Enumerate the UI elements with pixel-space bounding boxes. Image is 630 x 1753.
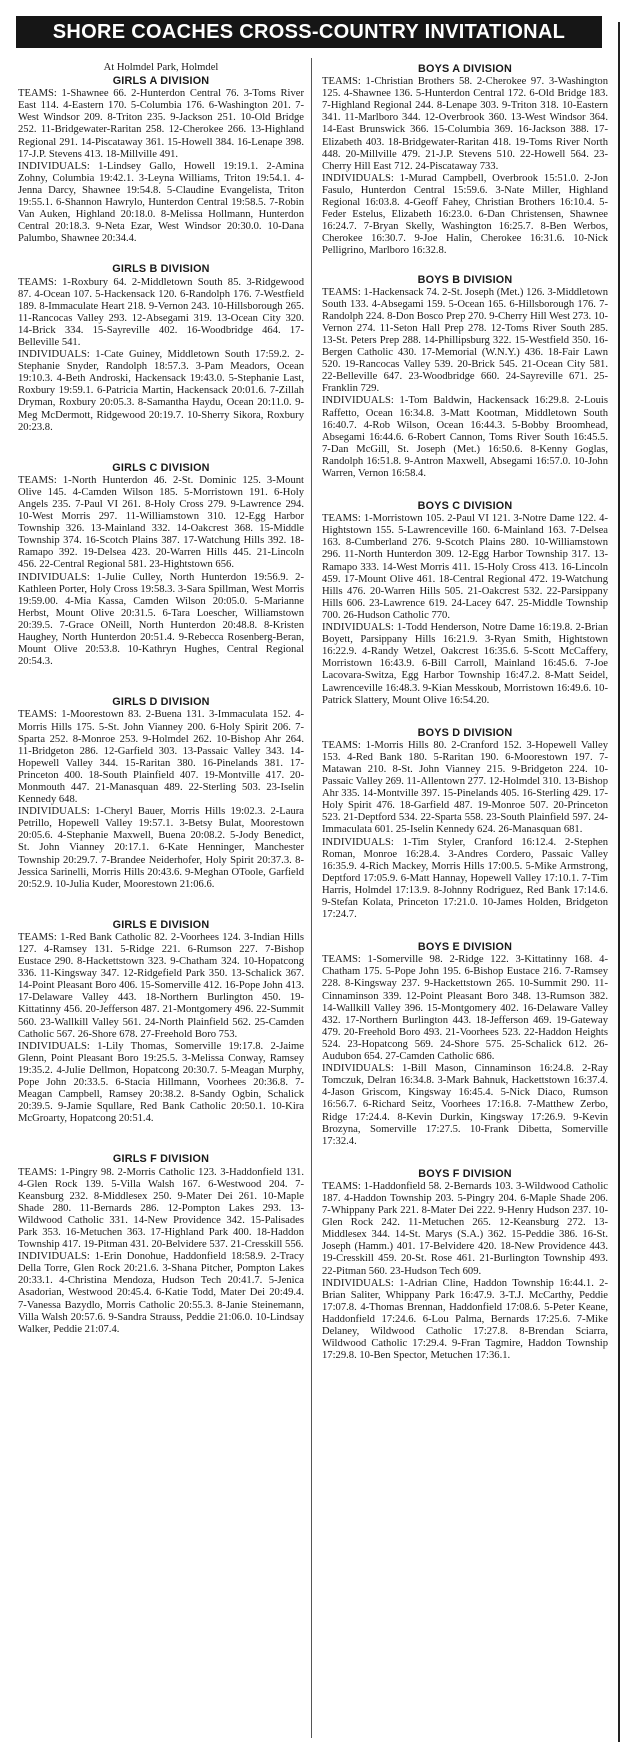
team-results: TEAMS: 1-Moorestown 83. 2-Buena 131. 3-Immaculata 152. 4-Morris Hills 175. 5-St. John Vianney 200. 6-Holy Spirit 206. 7-Sparta 252. 8-Monroe 253. 9-Holmdel 262. 10-Bishop Ahr 264. 11-Bridgeton 286. 12-Garfield 303. 13-Passaic Valley 343. 14-Hopewell Valley 344. 15-Raritan 380. 16-Pinelands 381. 17-Princeton 400. 18-South Plainfield 407. 19-Montville 417. 20-Monmouth 447. 21-Manasquan 489. 22-Sterling 503. 23-Iselin Kennedy 648. [18, 709, 304, 806]
division-heading: BOYS E DIVISION [417, 941, 513, 954]
division-section [18, 263, 304, 433]
team-results: TEAMS: 1-Pingry 98. 2-Morris Catholic 123. 3-Haddonfield 131. 4-Glen Rock 139. 5-Villa Walsh 167. 6-Westwood 204. 7-Keansburg 232. 8-Middlesex 250. 9-Mater Dei 261. 10-Maple Shade 280. 11-Bernards 286. 12-Pompton Lakes 293. 13-Wildwood Catholic 331. 14-New Providence 342. 15-Palisades Park 353. 16-Metuchen 363. 17-Highland Park 400. 18-Haddon Township 417. 19-Pitman 431. 20-Belvidere 537. 21-Cresskill 556. [18, 1166, 304, 1251]
division-section [18, 919, 304, 1126]
division-section [322, 1168, 608, 1363]
individual-results: INDIVIDUALS: 1-Murad Campbell, Overbrook 15:51.0. 2-Jon Fasulo, Hunterdon Central 15:59.6. 3-Nate Miller, Highland Regional 16:03.8. 4-Geoff Fahey, Christian Brothers 16:10.4. 5-Feder Estelus, Elizabeth 16:23.0. 6-Dan Christensen, Shawnee 16:24.7. 7-Bryan Skelly, Washington 16:25.7. 8-Ben Werbos, Cherokee 16:30.7. 9-Joe Halin, Cherokee 16:31.6. 10-Nick Pelligrino, Marlboro 16:32.8. [322, 172, 608, 257]
division-heading: GIRLS B DIVISION [112, 263, 210, 276]
team-results: TEAMS: 1-Haddonfield 58. 2-Bernards 103. 3-Wildwood Catholic 187. 4-Haddon Township 203. 5-Pingry 204. 6-Maple Shade 206. 7-Whippany Park 221. 8-Mater Dei 222. 9-Henry Hudson 237. 10-Glen Rock 242. 11-Metuchen 265. 12-Keansburg 272. 13-Middlesex 344. 14-St. Marys (S.A.) 362. 15-Peddie 386. 16-St. Joseph (Hamm.) 401. 17-Belvidere 420. 18-New Providence 443. 19-Cresskill 459. 20-St. Rose 461. 21-Burlington Township 493. 22-Pitman 560. 23-Hudson Tech 609. [322, 1180, 608, 1277]
individual-results: INDIVIDUALS: 1-Tom Baldwin, Hackensack 16:29.8. 2-Louis Raffetto, Ocean 16:34.8. 3-Matt Kootman, Middletown South 16:40.7. 4-Rob Wilson, Ocean 16:44.3. 5-Bobby Broomhead, Absegami 16:44.6. 6-Robert Cannon, Toms River South 16:45.5. 7-Dan McGill, St. Joseph (Met.) 16:50.6. 8-Kenny Goglas, Randolph 16:51.8. 9-Antron Maxwell, Absegami 16:57.0. 10-John Warren, Vernon 16:58.4. [322, 395, 608, 479]
division-heading: GIRLS C DIVISION [112, 461, 210, 474]
division-heading: GIRLS F DIVISION [112, 1153, 210, 1166]
division-section [18, 1153, 304, 1335]
column-divider [311, 58, 312, 1738]
individual-results: INDIVIDUALS: 1-Adrian Cline, Haddon Township 16:44.1. 2-Brian Saliter, Whippany Park 16:47.9. 3-T.J. McCarthy, Peddie 17:07.8. 4-Thomas Brennan, Haddonfield 17:08.6. 5-Peter Keane, Haddonfield 17:24.6. 6-Lou Palma, Bernards 17:25.6. 7-Mike Delaney, Wildwood Catholic 17:27.8. 8-Brendan Sciarra, Wildwood Catholic 17:29.4. 9-Fran Tagmire, Haddon Township 17:29.8. 10-Ben Spector, Metuchen 17:36.1. [322, 1277, 608, 1362]
individual-results: INDIVIDUALS: 1-Erin Donohue, Haddonfield 18:58.9. 2-Tracy Della Torre, Glen Rock 20:21.6. 3-Shana Pitcher, Pompton Lakes 20:33.1. 4-Christina Mendoza, Hudson Tech 20:41.7. 5-Jenica Asadorian, Westwood 20:45.4. 6-Katie Todd, Mater Dei 20:49.4. 7-Vanessa Bazydlo, Morris Catholic 20:55.3. 8-Janie Steinemann, Villa Walsh 20:57.6. 9-Sandra Strauss, Peddie 21:06.0. 10-Lindsay Walker, Peddie 21:07.4. [18, 1251, 304, 1335]
team-results: TEAMS: 1-Hackensack 74. 2-St. Joseph (Met.) 126. 3-Middletown South 133. 4-Absegami 159. 5-Ocean 165. 6-Hillsborough 176. 7-Randolph 224. 8-Don Bosco Prep 270. 9-Cherry Hill West 273. 10-Vernon 274. 11-Seton Hall Prep 278. 12-Toms River South 285. 13-St. Peters Prep 288. 14-Phillipsburg 322. 15-Westfield 350. 16-Bergen Catholic 430. 17-Memorial (W.N.Y.) 436. 18-Fair Lawn 520. 19-Rancocas Valley 539. 20-Brick 545. 21-Ocean City 581. 22-Belleville 647. 23-Woodbridge 660. 24-Sayreville 671. 25-Franklin 729. [322, 286, 608, 395]
division-section [322, 63, 608, 258]
division-section [18, 696, 304, 891]
division-section [322, 941, 608, 1148]
division-section [322, 274, 608, 481]
team-results: TEAMS: 1-Somerville 98. 2-Ridge 122. 3-Kittatinny 168. 4-Chatham 175. 5-Pope John 195. 6-Bishop Eustace 216. 7-Ramsey 228. 8-Kingsway 237. 9-Hackettstown 265. 10-Summit 290. 11-Cinnaminson 339. 12-Point Pleasant Boro 348. 13-Rumson 382. 14-Wallkill Valley 396. 15-Montgomery 402. 16-Delaware Valley 432. 17-Northern Burlington 443. 18-Jefferson 469. 19-Gateway 479. 20-Freehold Boro 493. 21-Voorhees 523. 22-Haddon Heights 524. 23-Hopatcong 569. 24-Shore 575. 25-Schalick 612. 26-Audubon 654. 27-Camden Catholic 686. [322, 954, 608, 1063]
division-heading: BOYS D DIVISION [417, 726, 513, 739]
page-title: SHORE COACHES CROSS-COUNTRY INVITATIONAL [16, 16, 602, 48]
meet-location: At Holmdel Park, Holmdel [103, 62, 219, 73]
individual-results: INDIVIDUALS: 1-Julie Culley, North Hunterdon 19:56.9. 2-Kathleen Porter, Holy Cross 19:58.3. 3-Sara Spillman, West Morris 19:59.00. 4-Mia Kassa, Camden Wilson 20:05.0. 5-Marianne Herbst, Mount Olive 20:31.5. 6-Tara Loescher, Williamstown 20:39.5. 7-Grace ONeill, North Hunterdon 20:48.8. 8-Kristen Haughey, North Hunterdon 20:51.4. 9-Rebecca Rosenberg-Beran, Mount Olive 20:53.8. 10-Kathryn Hughes, Central Regional 20:54.3. [18, 571, 304, 668]
individual-results: INDIVIDUALS: 1-Lindsey Gallo, Howell 19:19.1. 2-Amina Zohny, Columbia 19:42.1. 3-Leyna Williams, Triton 19:54.1. 4-Jenna Darcy, Shawnee 19:54.8. 5-Claudine Evangelista, Triton 19:55.1. 6-Shannon Hawrylo, Hunterdon Central 19:58.5. 7-Robin Van Auken, Highland 20:18.0. 8-Melissa Hollmann, Hunterdon Central 20:18.3. 9-Neta Ezar, West Windsor 20:30.0. 10-Dana Palumbo, Shawnee 20:34.4. [18, 160, 304, 245]
team-results: TEAMS: 1-Red Bank Catholic 82. 2-Voorhees 124. 3-Indian Hills 127. 4-Ramsey 131. 5-Ridge 221. 6-Rumson 227. 7-Bishop Eustace 290. 8-Hackettstown 323. 9-Chatham 324. 10-Hopatcong 336. 11-Kingsway 347. 12-Ridgefield Park 350. 13-Schalick 367. 14-Point Pleasant Boro 406. 15-Somerville 412. 16-Pope John 413. 17-Delaware Valley 443. 18-Northern Burlington 450. 19-Kittatinny 456. 20-Jefferson 487. 21-Montgomery 496. 22-Summit 560. 23-Wallkill Valley 561. 24-North Plainfield 562. 25-Camden Catholic 567. 26-Shore 678. 27-Freehold Boro 753. [18, 931, 304, 1040]
individual-results: INDIVIDUALS: 1-Tim Styler, Cranford 16:12.4. 2-Stephen Roman, Monroe 16:28.4. 3-Andres Cordero, Passaic Valley 16:35.9. 4-Rich Mackey, Morris Hills 17:00.5. 5-Mike Armstrong, Deptford 17:05.9. 6-Matt Hannay, Hopewell Valley 17:10.1. 7-Tim Harris, Holmdel 17:13.9. 8-Johnny Rodriguez, Red Bank 17:14.6. 9-Stefan Kolata, Princeton 17:21.0. 10-James Holden, Bridgeton 17:24.7. [322, 836, 608, 921]
division-section [18, 75, 304, 245]
column-edge-rule [618, 22, 620, 1742]
team-results: TEAMS: 1-Christian Brothers 58. 2-Cherokee 97. 3-Washington 125. 4-Shawnee 136. 5-Hunterdon Central 172. 6-Old Bridge 183. 7-Highland Regional 244. 8-Lenape 303. 9-Triton 318. 10-Eastern 341. 11-Marlboro 344. 12-Overbrook 360. 13-West Windsor 364. 14-East Brunswick 366. 15-Columbia 369. 16-Jackson 388. 17-Elizabeth 403. 18-Bridgewater-Raritan 418. 19-Toms River North 448. 20-Millville 479. 21-J.P. Stevens 510. 22-Howell 564. 23-Cherry Hill East 712. 24-Piscataway 733. [322, 76, 608, 172]
individual-results: INDIVIDUALS: 1-Cheryl Bauer, Morris Hills 19:02.3. 2-Laura Petrillo, Hopewell Valley 19:57.1. 3-Betsy Bulat, Moorestown 20:05.6. 4-Stephanie Maxwell, Buena 20:08.2. 5-Jody Benedict, St. John Vianney 20:17.1. 6-Kate Henninger, Manchester Township 20:29.7. 7-Brandee Neiderhofer, Holy Spirit 20:37.3. 8-Jessica Sarinelli, Morris Hills 20:43.6. 9-Meghan OToole, Garfield 20:52.9. 10-Julia Kuder, Moorestown 21:06.6. [18, 806, 304, 890]
team-results: TEAMS: 1-Shawnee 66. 2-Hunterdon Central 76. 3-Toms River East 114. 4-Eastern 170. 5-Columbia 176. 6-Washington 201. 7-West Windsor 209. 8-Triton 235. 9-Jackson 251. 10-Old Bridge 252. 11-Bridgewater-Raritan 258. 12-Cherokee 266. 13-Highland Regional 291. 14-Piscataway 361. 15-Howell 384. 16-Lenape 398. 17-J.P. Stevens 413. 18-Millville 491. [18, 88, 304, 160]
team-results: TEAMS: 1-Morris Hills 80. 2-Cranford 152. 3-Hopewell Valley 153. 4-Red Bank 180. 5-Raritan 190. 6-Moorestown 197. 7-Matawan 210. 8-St. John Vianney 215. 9-Bridgeton 224. 10-Passaic Valley 269. 11-Allentown 277. 12-Holmdel 310. 13-Bishop Ahr 335. 14-Montville 397. 15-Pinelands 405. 16-Sterling 429. 17-Holy Spirit 476. 18-Garfield 487. 19-Monroe 507. 20-Princeton 523. 21-Deptford 534. 22-Sparta 558. 23-South Plainfield 597. 24-Immaculata 601. 25-Iselin Kennedy 624. 26-Manasquan 681. [322, 739, 609, 836]
left-column [18, 62, 304, 1336]
division-heading: BOYS A DIVISION [418, 63, 512, 75]
right-column [322, 62, 608, 1362]
left-sections [18, 75, 304, 1336]
division-section [322, 727, 608, 922]
team-results: TEAMS: 1-Roxbury 64. 2-Middletown South 85. 3-Ridgewood 87. 4-Ocean 107. 5-Hackensack 120. 6-Randolph 176. 7-Westfield 189. 8-Immaculate Heart 218. 9-Vernon 243. 10-Hillsborough 265. 11-Rancocas Valley 293. 12-Absegami 319. 13-Ocean City 320. 14-Brick 334. 15-Sayreville 402. 16-Woodbridge 464. 17-Belleville 541. [18, 276, 304, 348]
division-heading: BOYS F DIVISION [418, 1167, 512, 1180]
division-heading: GIRLS D DIVISION [112, 696, 210, 709]
right-sections [322, 63, 608, 1362]
division-section [18, 462, 304, 669]
individual-results: INDIVIDUALS: 1-Todd Henderson, Notre Dame 16:19.8. 2-Brian Boyett, Parsippany Hills 16:21.9. 3-Ryan Smith, Hightstown 16:22.9. 4-Randy Wetzel, Oakcrest 16:35.6. 5-Scott McCaffery, Morristown 16:43.9. 6-Bill Carroll, Mainland 16:45.6. 7-Joe Lacovara-Switza, Egg Harbor Township 16:47.2. 8-Matt Seidel, Lawrenceville 16:48.3. 9-Kian Messkoub, Morristown 16:49.6. 10-Patrick Slattery, Mount Olive 16:54.20. [322, 622, 608, 706]
division-heading: GIRLS E DIVISION [112, 918, 210, 931]
team-results: TEAMS: 1-North Hunterdon 46. 2-St. Dominic 125. 3-Mount Olive 145. 4-Camden Wilson 185. 5-Morristown 191. 6-Holy Angels 235. 7-Paul VI 261. 8-Holy Cross 279. 9-Lawrence 294. 10-West Morris 297. 11-Williamstown 310. 12-Egg Harbor Township 326. 13-Mainland 332. 14-Oakcrest 368. 15-Middle Township 374. 16-Scotch Plains 387. 17-Watchung Hills 392. 18-Ramapo 392. 19-Delsea 423. 20-Warren Hills 445. 21-Lincoln 456. 22-Central Regional 581. 23-Hightstown 656. [18, 474, 304, 571]
division-heading: BOYS B DIVISION [417, 273, 513, 286]
division-heading: BOYS C DIVISION [417, 500, 513, 513]
individual-results: INDIVIDUALS: 1-Cate Guiney, Middletown South 17:59.2. 2-Stephanie Snyder, Randolph 18:57.3. 3-Pam Meadors, Ocean 19:10.3. 4-Beth Androski, Hackensack 19:43.0. 5-Stephanie Last, Roxbury 19:59.1. 6-Patricia Martin, Hackensack 20:01.6. 7-Zillah Dryman, Roxbury 20:05.3. 8-Samantha Haydu, Ocean 20:11.0. 9-Meg McDermott, Ridgewood 20:19.7. 10-Sherry Sikora, Roxbury 20:23.8. [18, 349, 304, 433]
team-results: TEAMS: 1-Morristown 105. 2-Paul VI 121. 3-Notre Dame 122. 4-Hightstown 155. 5-Lawrenceville 160. 6-Mainland 163. 7-Delsea 163. 8-Cumberland 276. 9-Scotch Plains 280. 10-Williamstown 296. 11-North Hunterdon 309. 12-Egg Harbor Township 317. 13-Ramapo 333. 14-West Morris 411. 15-Holy Cross 413. 16-Lincoln 459. 17-Mount Olive 461. 18-Central Regional 472. 19-Watchung Hills 476. 20-Warren Hills 505. 21-Oakcrest 532. 22-Parsippany Hills 606. 23-Lawrence 619. 24-Lacey 647. 25-Middle Township 700. 26-Hudson Catholic 770. [322, 513, 608, 621]
individual-results: INDIVIDUALS: 1-Bill Mason, Cinnaminson 16:24.8. 2-Ray Tomczuk, Delran 16:34.8. 3-Mark Bahnuk, Hackettstown 16:37.4. 4-Jason Griscom, Kingsway 16:45.4. 5-Nick Diaco, Rumson 16:56.7. 6-Richard Seitz, Voorhees 17:16.8. 7-Matthew Zerbo, Ridge 17:24.4. 8-Kevin Durkin, Kingsway 17:26.9. 9-Kevin Brozyna, Somerville 17:27.5. 10-Frank Dibetta, Somerville 17:32.4. [322, 1063, 608, 1147]
division-section [322, 500, 608, 707]
division-heading: GIRLS A DIVISION [112, 75, 210, 88]
individual-results: INDIVIDUALS: 1-Lily Thomas, Somerville 19:17.8. 2-Jaime Glenn, Point Pleasant Boro 19:25.5. 3-Melissa Conway, Ramsey 19:35.2. 4-Julie Dellmon, Hopatcong 20:30.7. 5-Meagan Murphy, Pope John 20:33.5. 6-Stacia Hillmann, Voorhees 20:36.8. 7-Meagan Campbell, Ramsey 20:38.2. 8-Sandy Ogbin, Schalick 20:39.5. 9-Jamie Squllare, Red Bank Catholic 20:50.1. 10-Kira McGroarty, Hopatcong 20:51.4. [18, 1040, 304, 1125]
